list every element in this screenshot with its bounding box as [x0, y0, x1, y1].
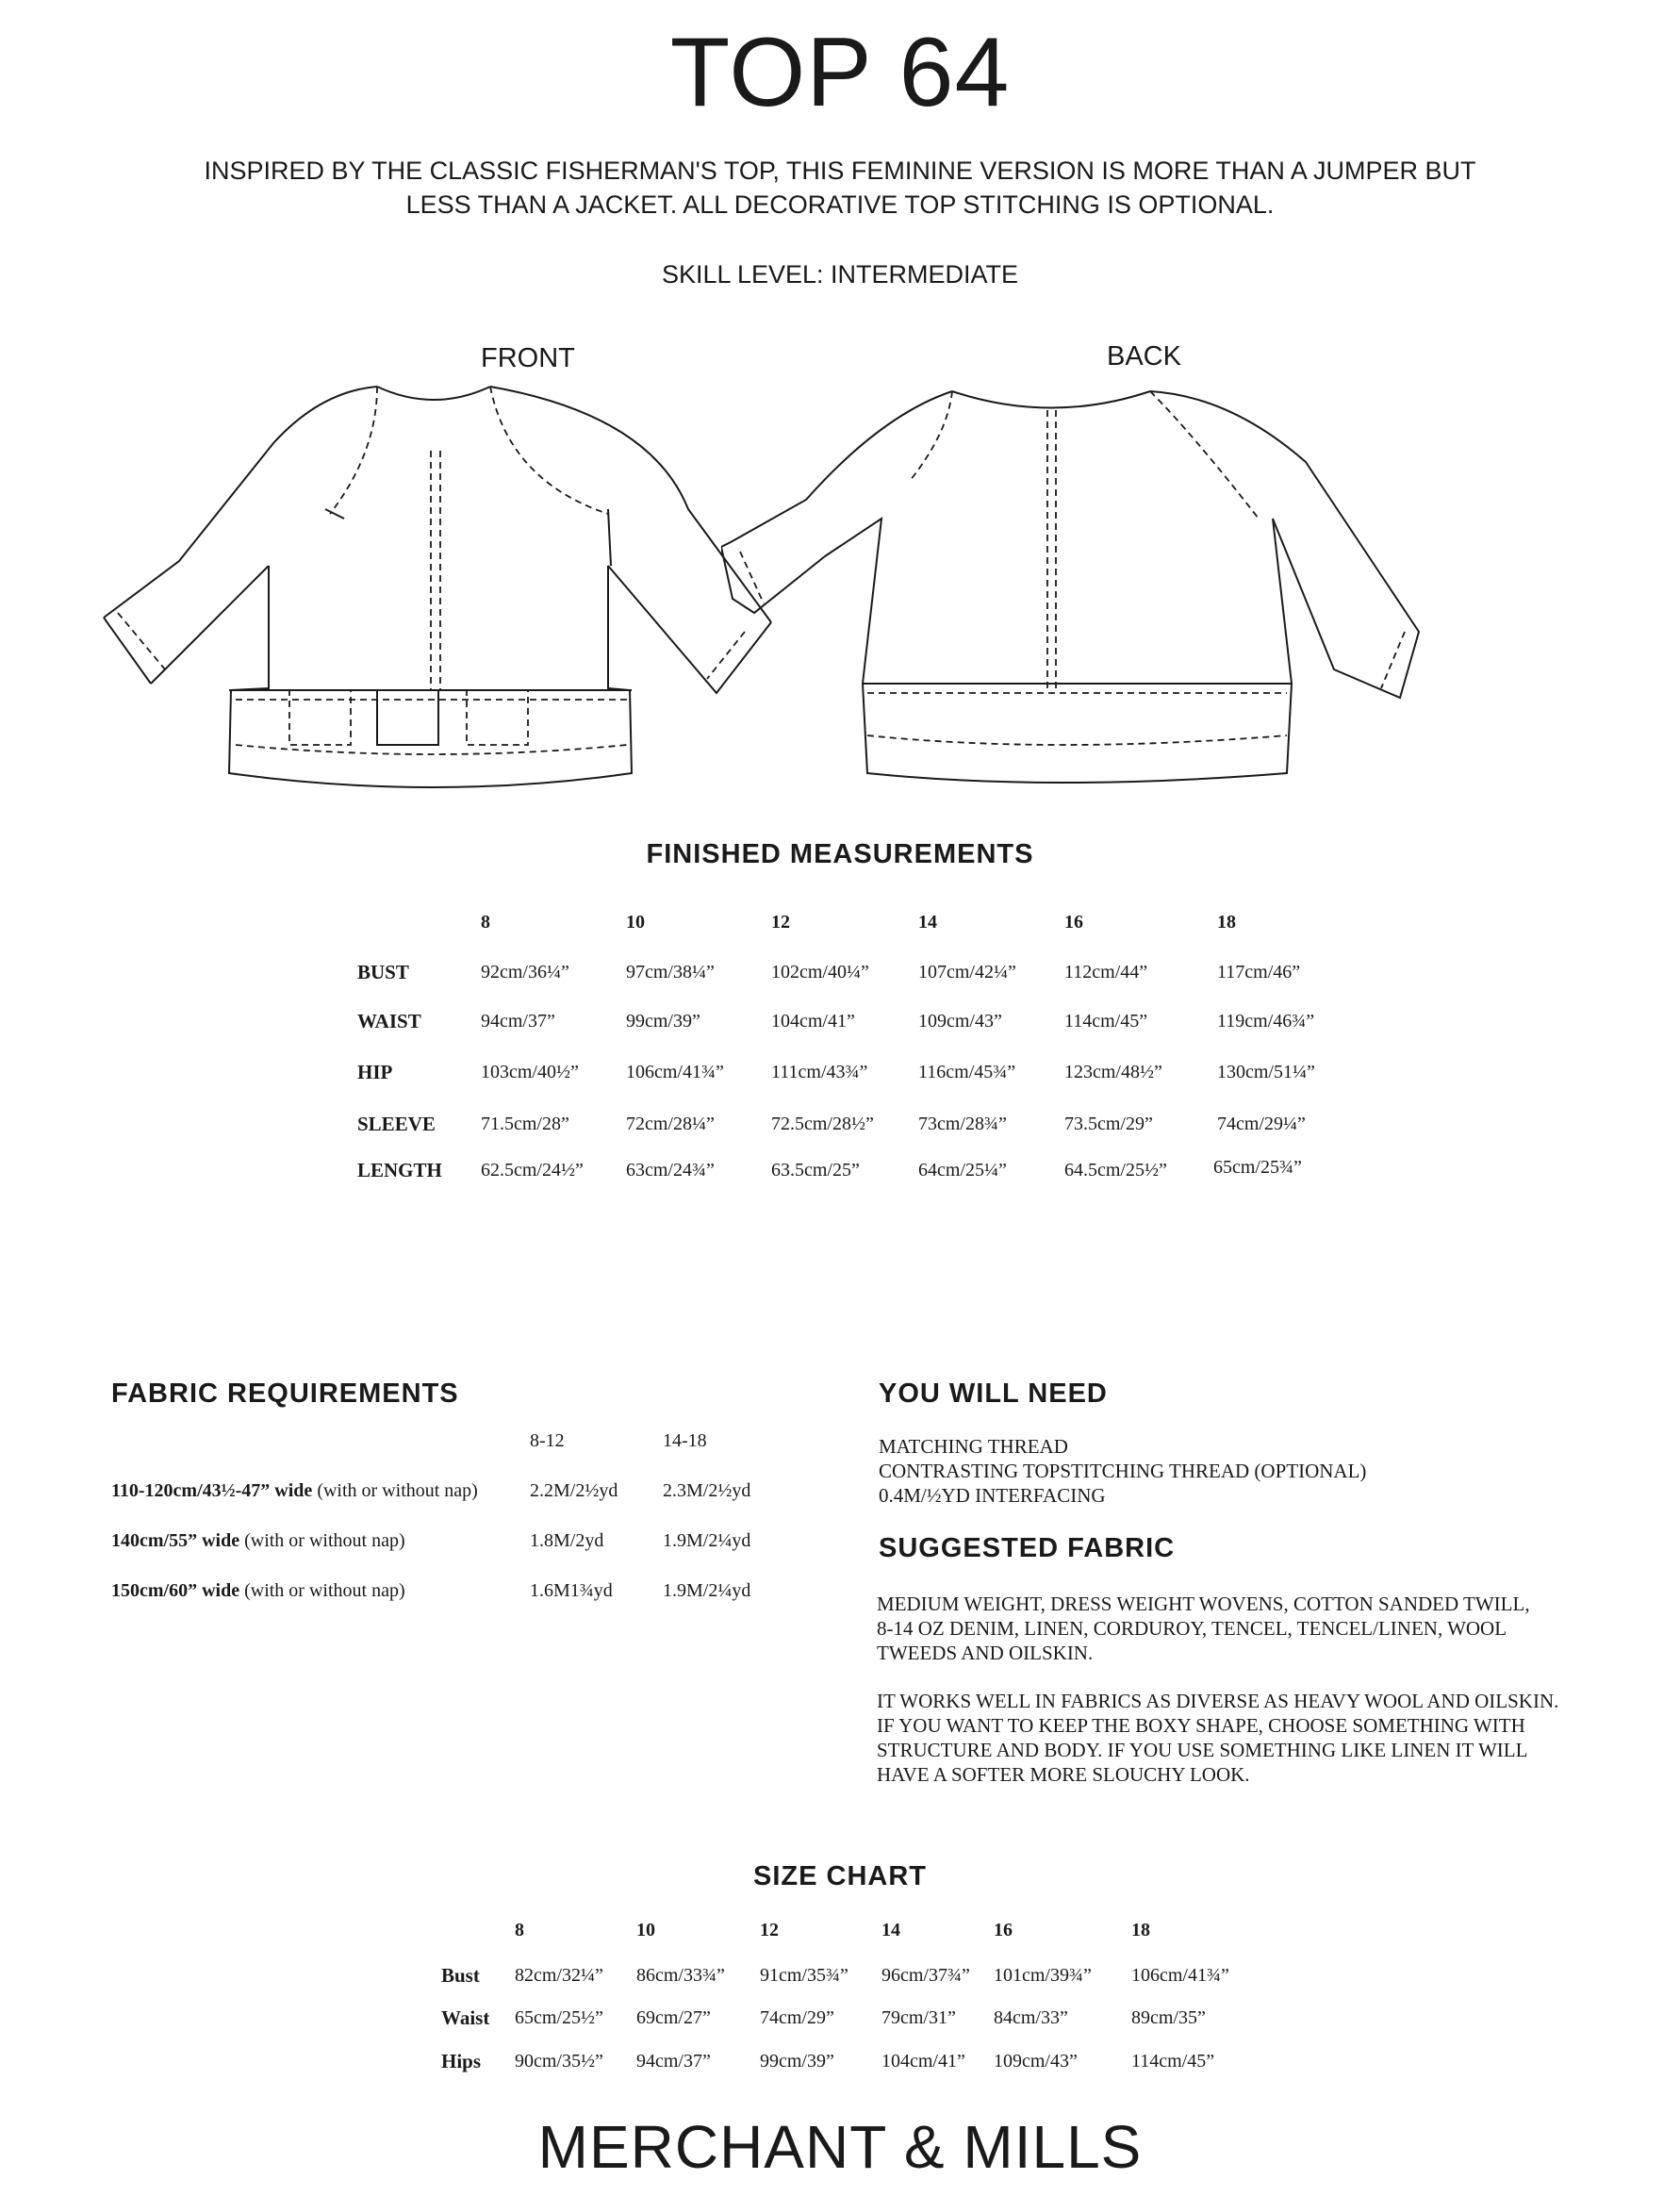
intro-line-2: LESS THAN A JACKET. ALL DECORATIVE TOP STITCHING IS OPTIONAL. — [405, 190, 1275, 219]
table-cell: 101cm/39¾” — [994, 1965, 1092, 1986]
table-cell: 1.9M/2¼yd — [663, 1530, 751, 1551]
list-item: 0.4M/½YD INTERFACING — [879, 1484, 1106, 1507]
fabric-requirements-heading: FABRIC REQUIREMENTS — [111, 1378, 459, 1409]
table-cell: 64cm/25¼” — [918, 1160, 1007, 1180]
back-garment-illustration — [721, 339, 1607, 792]
fabric-row-label — [111, 1530, 405, 1552]
skill-level: SKILL LEVEL: INTERMEDIATE — [661, 260, 1019, 289]
row-label-sleeve: SLEEVE — [357, 1113, 436, 1135]
table-cell: 65cm/25½” — [515, 2007, 603, 2028]
table-cell: 84cm/33” — [994, 2007, 1068, 2028]
text-line: TWEEDS AND OILSKIN. — [877, 1642, 1094, 1664]
table-cell: 74cm/29” — [760, 2007, 834, 2028]
fabric-nap-note: (with or without nap) — [239, 1530, 405, 1551]
table-cell: 94cm/37” — [636, 2051, 711, 2072]
size-column-header: 8 — [515, 1920, 524, 1940]
row-label-waist: WAIST — [357, 1010, 421, 1032]
text-line: IF YOU WANT TO KEEP THE BOXY SHAPE, CHOOSE SOMETHING WITH — [877, 1714, 1525, 1737]
table-cell: 90cm/35½” — [515, 2051, 603, 2072]
row-label-hips: Hips — [441, 2050, 482, 2072]
size-column-header: 18 — [1217, 912, 1236, 933]
table-cell: 82cm/32¼” — [515, 1965, 603, 1986]
row-label-waist: Waist — [441, 2006, 490, 2029]
table-cell: 1.6M1¾yd — [530, 1580, 613, 1601]
size-column-header: 12 — [760, 1920, 779, 1940]
table-cell: 86cm/33¾” — [636, 1965, 725, 1986]
table-cell: 2.3M/2½yd — [663, 1480, 751, 1501]
fabric-row-label — [111, 1480, 478, 1502]
text-line: IT WORKS WELL IN FABRICS AS DIVERSE AS HEAVY WOOL AND OILSKIN. — [877, 1690, 1559, 1712]
table-cell: 72.5cm/28½” — [771, 1114, 874, 1134]
table-cell: 94cm/37” — [481, 1011, 555, 1032]
size-column-header: 10 — [626, 912, 645, 933]
table-cell: 1.9M/2¼yd — [663, 1580, 751, 1601]
table-cell: 72cm/28¼” — [626, 1114, 715, 1134]
list-item: CONTRASTING TOPSTITCHING THREAD (OPTIONAL) — [879, 1460, 1367, 1482]
brand-logo-text: MERCHANT & MILLS — [537, 2113, 1143, 2181]
fabric-width: 140cm/55” wide — [111, 1530, 240, 1551]
you-will-need-heading: YOU WILL NEED — [879, 1378, 1108, 1409]
table-cell: 73cm/28¾” — [918, 1114, 1007, 1134]
table-cell: 99cm/39” — [626, 1011, 700, 1032]
size-column-header: 16 — [1064, 912, 1083, 933]
you-will-need-list — [879, 1434, 1366, 1508]
row-label-bust: Bust — [441, 1964, 480, 1987]
text-line: MEDIUM WEIGHT, DRESS WEIGHT WOVENS, COTTON SANDED TWILL, — [877, 1593, 1530, 1615]
table-cell: 73.5cm/29” — [1064, 1114, 1153, 1134]
table-cell: 103cm/40½” — [481, 1062, 579, 1082]
page-title: TOP 64 — [669, 18, 1011, 127]
fabric-nap-note: (with or without nap) — [239, 1580, 405, 1601]
row-label-hip: HIP — [357, 1061, 393, 1083]
table-cell: 74cm/29¼” — [1217, 1114, 1306, 1134]
size-column-header: 14 — [881, 1920, 900, 1940]
size-column-header: 8 — [481, 912, 490, 933]
fabric-width: 150cm/60” wide — [111, 1580, 240, 1601]
table-cell: 109cm/43” — [994, 2051, 1078, 2072]
table-cell: 1.8M/2yd — [530, 1530, 604, 1551]
table-cell: 106cm/41¾” — [1131, 1965, 1229, 1986]
table-cell: 117cm/46” — [1217, 962, 1301, 982]
table-cell: 89cm/35” — [1131, 2007, 1206, 2028]
table-cell: 102cm/40¼” — [771, 962, 869, 982]
table-cell: 64.5cm/25½” — [1064, 1160, 1167, 1180]
suggested-fabric-heading: SUGGESTED FABRIC — [879, 1533, 1176, 1563]
table-cell: 63.5cm/25” — [771, 1160, 860, 1180]
table-cell: 2.2M/2½yd — [530, 1480, 618, 1501]
size-chart-heading: SIZE CHART — [753, 1861, 927, 1891]
suggested-fabric-paragraph-2 — [877, 1689, 1558, 1787]
table-cell: 96cm/37¾” — [881, 1965, 970, 1986]
intro-line-1: INSPIRED BY THE CLASSIC FISHERMAN'S TOP, THIS FEMININE VERSION IS MORE THAN A JUMPER BUT — [204, 157, 1476, 185]
fabric-column-header: 14-18 — [663, 1430, 707, 1451]
table-cell: 65cm/25¾” — [1213, 1157, 1302, 1178]
front-garment-illustration — [94, 339, 773, 792]
fabric-column-header: 8-12 — [530, 1430, 565, 1451]
table-cell: 130cm/51¼” — [1217, 1062, 1315, 1082]
table-cell: 71.5cm/28” — [481, 1114, 569, 1134]
fabric-width: 110-120cm/43½-47” wide — [111, 1480, 313, 1501]
table-cell: 106cm/41¾” — [626, 1062, 724, 1082]
table-cell: 99cm/39” — [760, 2051, 834, 2072]
row-label-bust: BUST — [357, 961, 409, 983]
fabric-nap-note: (with or without nap) — [312, 1480, 478, 1501]
table-cell: 104cm/41” — [771, 1011, 855, 1032]
text-line: HAVE A SOFTER MORE SLOUCHY LOOK. — [877, 1763, 1250, 1786]
size-column-header: 12 — [771, 912, 790, 933]
table-cell: 114cm/45” — [1131, 2051, 1215, 2072]
list-item: MATCHING THREAD — [879, 1435, 1068, 1458]
table-cell: 69cm/27” — [636, 2007, 711, 2028]
front-view-label: FRONT — [481, 343, 575, 373]
table-cell: 79cm/31” — [881, 2007, 956, 2028]
suggested-fabric-paragraph-1 — [877, 1592, 1530, 1665]
table-cell: 123cm/48½” — [1064, 1062, 1162, 1082]
table-cell: 91cm/35¾” — [760, 1965, 848, 1986]
row-label-length: LENGTH — [357, 1159, 442, 1181]
table-cell: 92cm/36¼” — [481, 962, 569, 982]
back-view-label: BACK — [1107, 341, 1181, 371]
table-cell: 97cm/38¼” — [626, 962, 715, 982]
table-cell: 63cm/24¾” — [626, 1160, 715, 1180]
table-cell: 112cm/44” — [1064, 962, 1148, 982]
table-cell: 119cm/46¾” — [1217, 1011, 1315, 1032]
table-cell: 116cm/45¾” — [918, 1062, 1016, 1082]
fabric-row-label — [111, 1580, 405, 1602]
table-cell: 104cm/41” — [881, 2051, 965, 2072]
size-column-header: 10 — [636, 1920, 655, 1940]
table-cell: 109cm/43” — [918, 1011, 1002, 1032]
table-cell: 111cm/43¾” — [771, 1062, 868, 1082]
table-cell: 62.5cm/24½” — [481, 1160, 584, 1180]
finished-measurements-heading: FINISHED MEASUREMENTS — [646, 839, 1034, 869]
text-line: 8-14 OZ DENIM, LINEN, CORDUROY, TENCEL, TENCEL/LINEN, WOOL — [877, 1617, 1507, 1640]
table-cell: 114cm/45” — [1064, 1011, 1148, 1032]
size-column-header: 14 — [918, 912, 937, 933]
size-column-header: 16 — [994, 1920, 1013, 1940]
table-cell: 107cm/42¼” — [918, 962, 1016, 982]
text-line: STRUCTURE AND BODY. IF YOU USE SOMETHING LIKE LINEN IT WILL — [877, 1739, 1528, 1761]
size-column-header: 18 — [1131, 1920, 1150, 1940]
